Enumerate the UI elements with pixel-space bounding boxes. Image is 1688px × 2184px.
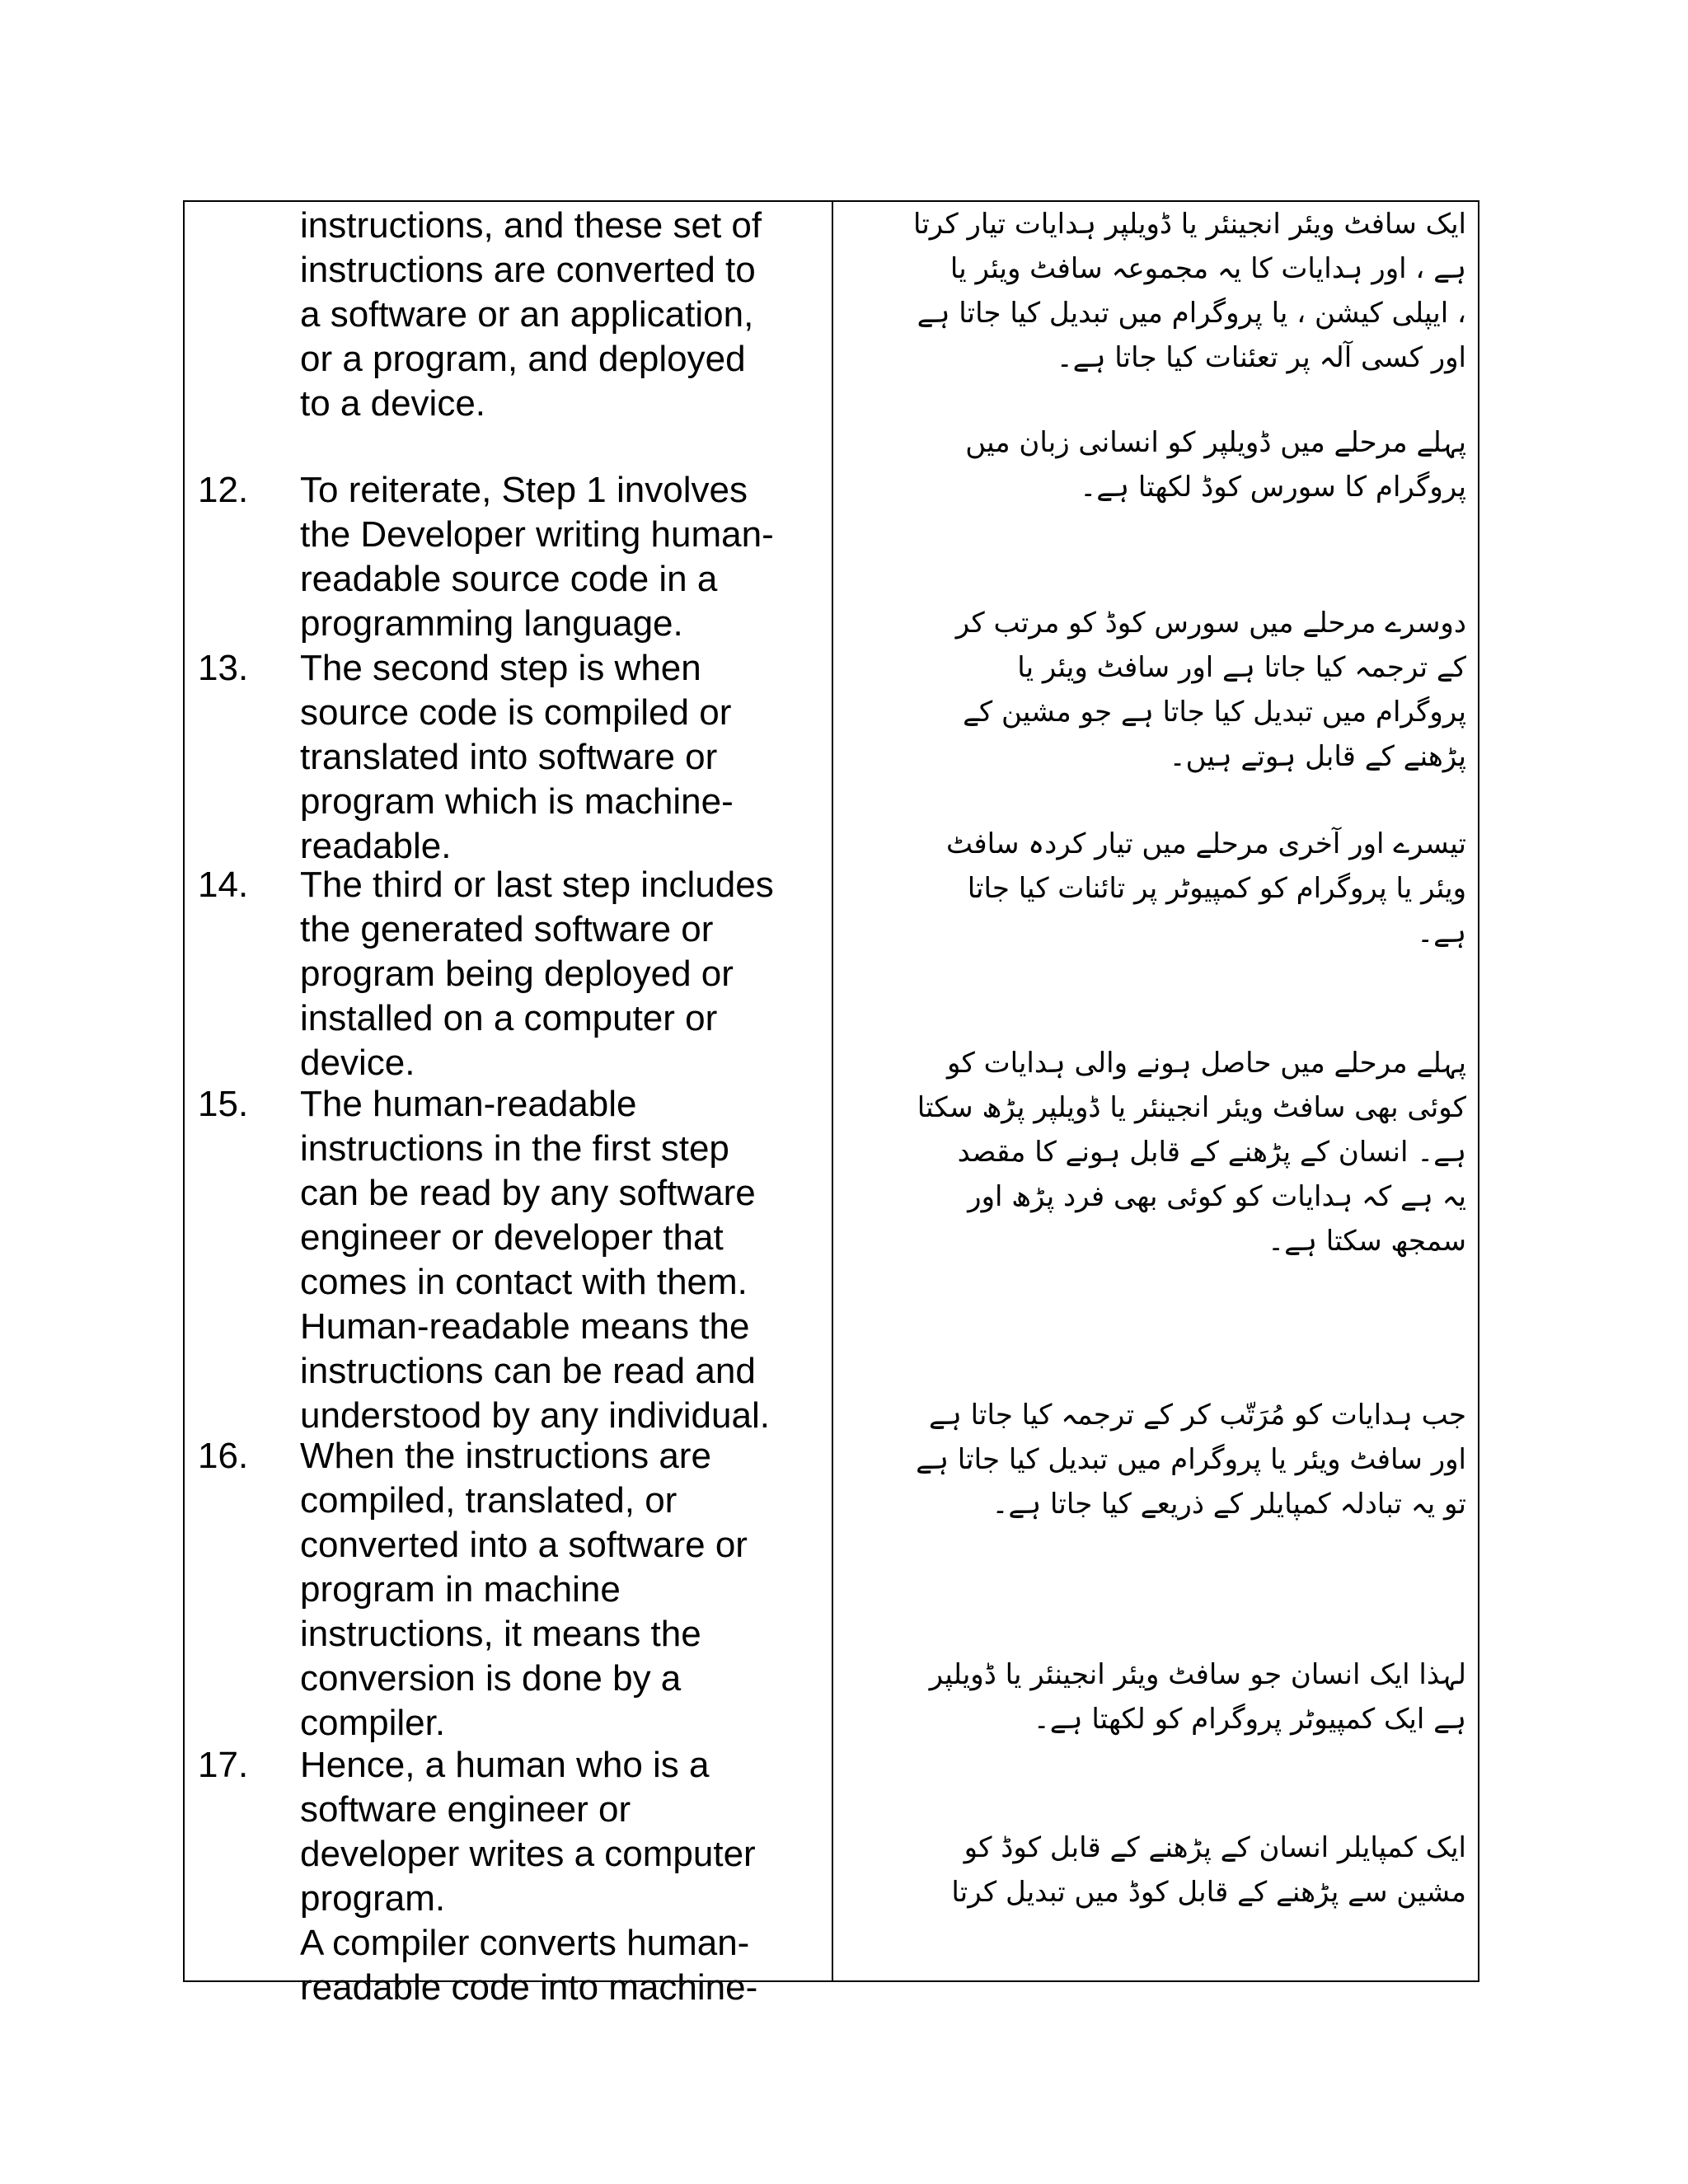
english-text-line: source code is compiled or — [300, 692, 732, 733]
english-text-line: instructions can be read and — [300, 1351, 756, 1391]
english-text-line: The second step is when — [300, 648, 701, 688]
urdu-text-line: ہے ایک کمپیوٹر پروگرام کو لکھتا ہے۔ — [1033, 1703, 1466, 1736]
urdu-text-line: سمجھ سکتا ہے۔ — [1268, 1225, 1466, 1258]
english-text-line: To reiterate, Step 1 involves — [300, 470, 748, 510]
english-text-line: Human-readable means the — [300, 1306, 750, 1347]
english-text-line: A compiler converts human- — [300, 1923, 750, 1963]
urdu-text-line: کے ترجمہ کیا جاتا ہے اور سافٹ ویئر یا — [1017, 651, 1466, 684]
urdu-text-line: جب ہدایات کو مُرَتّب کر کے ترجمہ کیا جاتا ہے — [928, 1399, 1466, 1432]
urdu-text-line: پہلے مرحلے میں ڈویلپر کو انسانی زبان میں — [965, 426, 1466, 459]
row-number: 16. — [198, 1436, 249, 1476]
english-text-line: program which is machine- — [300, 781, 734, 822]
urdu-paragraph — [848, 420, 1466, 509]
urdu-text-line: تیسرے اور آخری مرحلے میں تیار کردہ سافٹ — [945, 827, 1466, 860]
english-text-line: engineer or developer that — [300, 1217, 724, 1258]
urdu-paragraph — [848, 601, 1466, 779]
urdu-text-line: اور کسی آلہ پر تعئنات کیا جاتا ہے۔ — [1056, 341, 1466, 374]
english-text-line: a software or an application, — [300, 294, 754, 335]
english-text-line: The third or last step includes — [300, 865, 774, 905]
urdu-text-line: ہے۔ انسان کے پڑھنے کے قابل ہونے کا مقصد — [957, 1136, 1466, 1169]
row-number: 13. — [198, 648, 249, 688]
urdu-text-line: پہلے مرحلے میں حاصل ہونے والی ہدایات کو — [947, 1047, 1466, 1080]
english-text-line: software engineer or — [300, 1789, 631, 1830]
english-text-line: conversion is done by a — [300, 1658, 682, 1699]
english-text-line: translated into software or — [300, 737, 718, 777]
english-text-line: the Developer writing human- — [300, 514, 774, 555]
urdu-paragraph — [848, 202, 1466, 380]
english-text-line: program. — [300, 1878, 446, 1919]
english-text-line: compiled, translated, or — [300, 1480, 678, 1521]
english-text-line: or a program, and deployed — [300, 339, 746, 379]
english-text-line: comes in contact with them. — [300, 1262, 748, 1302]
urdu-paragraph — [848, 1393, 1466, 1526]
english-text-line: developer writes a computer — [300, 1834, 756, 1874]
urdu-text-line: ، ایپلی کیشن ، یا پروگرام میں تبدیل کیا جاتا ہے — [917, 297, 1466, 330]
urdu-text-line: مشین سے پڑھنے کے قابل کوڈ میں تبدیل کرتا — [951, 1876, 1466, 1909]
urdu-paragraph — [848, 822, 1466, 955]
urdu-text-line: کوئی بھی سافٹ ویئر انجینئر یا ڈویلپر پڑھ سکتا — [917, 1091, 1466, 1124]
english-text-line: programming language. — [300, 603, 683, 644]
urdu-text-line: لہذا ایک انسان جو سافٹ ویئر انجینئر یا ڈویلپر — [929, 1658, 1466, 1691]
english-text-line: to a device. — [300, 383, 486, 424]
english-text-line: program being deployed or — [300, 954, 734, 994]
english-text-line: readable code into machine- — [300, 1967, 758, 2008]
column-divider — [832, 202, 833, 1980]
english-text-line: The human-readable — [300, 1084, 637, 1124]
english-text-line: When the instructions are — [300, 1436, 711, 1476]
urdu-text-line: یہ ہے کہ ہدایات کو کوئی بھی فرد پڑھ اور — [968, 1180, 1466, 1213]
english-text-line: Hence, a human who is a — [300, 1745, 710, 1785]
english-text-line: device. — [300, 1043, 415, 1083]
urdu-text-line: ایک کمپایلر انسان کے پڑھنے کے قابل کوڈ کو — [964, 1831, 1466, 1864]
urdu-text-line: اور سافٹ ویئر یا پروگرام میں تبدیل کیا جاتا ہے — [916, 1443, 1466, 1476]
bilingual-table — [183, 200, 1479, 2008]
urdu-text-line: ویئر یا پروگرام کو کمپیوٹر پر تائنات کیا جاتا — [967, 872, 1466, 905]
urdu-paragraph — [848, 1825, 1466, 1915]
english-text-line: converted into a software or — [300, 1525, 748, 1565]
urdu-text-line: ہے ، اور ہدایات کا یہ مجموعہ سافٹ ویئر یا — [950, 252, 1466, 285]
english-text-line: instructions, it means the — [300, 1614, 701, 1654]
row-number: 15. — [198, 1084, 249, 1124]
english-text-line: compiler. — [300, 1703, 446, 1743]
urdu-text-line: ہے۔ — [1417, 916, 1466, 949]
row-number: 12. — [198, 470, 249, 510]
english-text-line: installed on a computer or — [300, 998, 718, 1038]
urdu-text-line: پروگرام کا سورس کوڈ لکھتا ہے۔ — [1080, 471, 1466, 504]
english-text-line: readable source code in a — [300, 559, 718, 599]
row-number: 17. — [198, 1745, 249, 1785]
urdu-text-line: تو یہ تبادلہ کمپایلر کے ذریعے کیا جاتا ہے۔ — [992, 1488, 1466, 1521]
english-text-line: readable. — [300, 826, 452, 866]
urdu-text-line: پروگرام میں تبدیل کیا جاتا ہے جو مشین کے — [963, 696, 1466, 729]
english-text-line: instructions are converted to — [300, 250, 756, 290]
urdu-text-line: پڑھنے کے قابل ہوتے ہیں۔ — [1169, 740, 1466, 773]
urdu-paragraph — [848, 1652, 1466, 1741]
english-text-line: can be read by any software — [300, 1173, 756, 1213]
english-text-line: instructions in the first step — [300, 1128, 729, 1169]
english-text-line: program in machine — [300, 1569, 621, 1610]
urdu-paragraph — [848, 1041, 1466, 1263]
english-text-line: understood by any individual. — [300, 1395, 770, 1436]
urdu-text-line: دوسرے مرحلے میں سورس کوڈ کو مرتب کر — [955, 607, 1466, 640]
english-text-line: the generated software or — [300, 909, 714, 949]
english-text-line: instructions, and these set of — [300, 205, 762, 246]
urdu-text-line: ایک سافٹ ویئر انجینئر یا ڈویلپر ہدایات تیار کرتا — [912, 208, 1466, 241]
row-number: 14. — [198, 865, 249, 905]
